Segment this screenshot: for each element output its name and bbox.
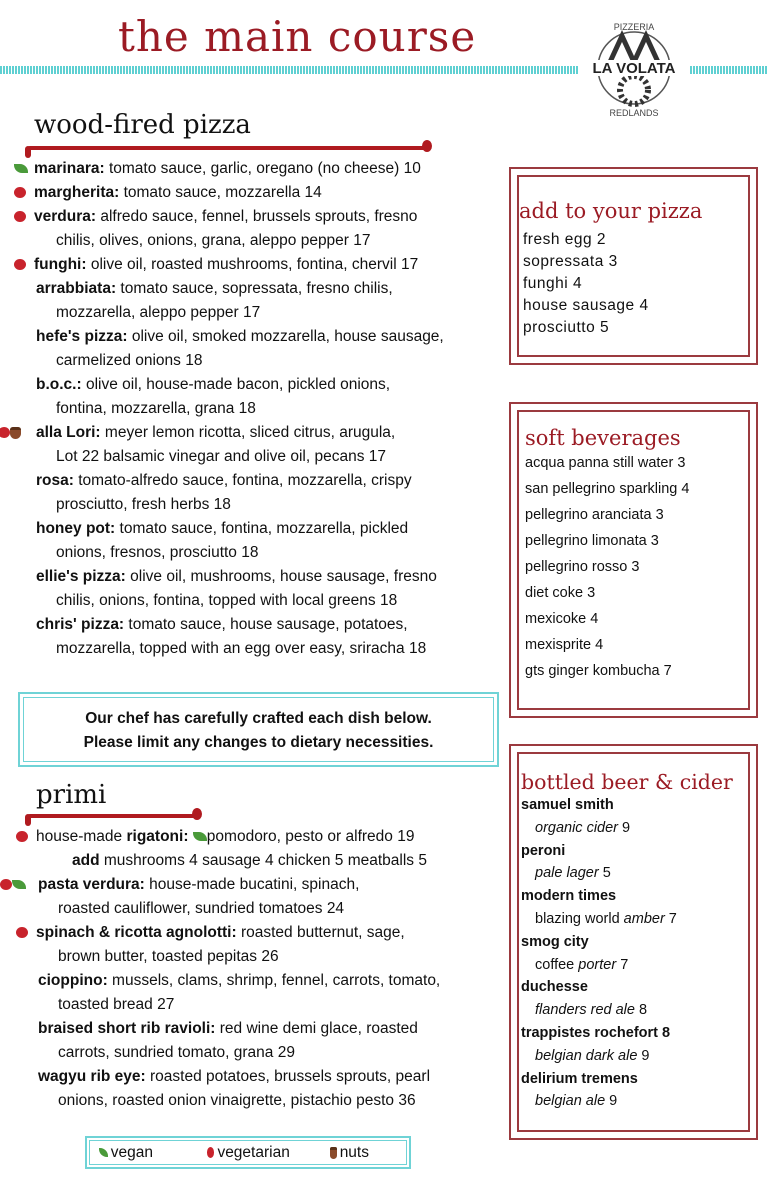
item-description: meyer lemon ricotta, sliced citrus, arugula, [100,424,396,441]
item-description: carmelized onions 18 [56,352,203,369]
pizza-heading: wood-fired pizza [34,110,251,140]
item-name: chris' pizza: [36,616,125,633]
beer-brand: delirium tremens [521,1070,638,1087]
primi-heading: primi [36,780,107,810]
beer-brand: trappistes rochefort 8 [521,1024,671,1041]
menu-item [36,613,444,661]
item-description: toasted bread 27 [58,996,175,1013]
item-name: funghi: [34,256,87,273]
pizza-list [36,157,444,661]
item-description: onions, roasted onion vinaigrette, pistachio pesto 36 [58,1092,416,1109]
item-description: house-made bucatini, spinach, [144,876,360,893]
heading-underline [28,146,428,150]
item-description: tomato-alfredo sauce, fontina, mozzarella, crispy [73,472,412,489]
item-name: ellie's pizza: [36,568,126,585]
item-description: roasted butternut, sage, [236,924,405,941]
item-name: pasta verdura: [38,876,145,893]
vegan-icon [193,832,207,841]
item-description: mussels, clams, shrimp, fennel, carrots, tomato, [107,972,441,989]
svg-text:LA VOLATA: LA VOLATA [592,60,676,77]
list-item: sopressata 3 [523,253,618,270]
beverages-box [517,410,750,710]
beer-style: belgian dark ale 9 [535,1047,650,1064]
list-item: pellegrino limonata 3 [525,533,659,549]
beverages-heading: soft beverages [525,426,681,450]
vegetarian-icon [16,927,28,938]
rigatoni-addons: add mushrooms 4 sausage 4 chicken 5 meatballs 5 [72,852,427,869]
vegetarian-icon [14,211,26,222]
item-description: carrots, sundried tomato, grana 29 [58,1044,295,1061]
vegan-icon [14,164,28,173]
beer-brand: modern times [521,888,617,905]
item-name: b.o.c.: [36,376,82,393]
item-description: olive oil, mushrooms, house sausage, fresno [125,568,437,585]
item-description: chilis, olives, onions, grana, aleppo pepper 17 [56,232,371,249]
menu-item [38,921,440,969]
item-description: fontina, mozzarella, grana 18 [56,400,256,417]
menu-item [36,565,444,613]
item-name: hefe's pizza: [36,328,128,345]
menu-item [36,181,444,205]
vegan-icon [99,1148,108,1157]
item-description: tomato sauce, fontina, mozzarella, pickled [115,520,409,537]
vegetarian-icon [14,259,26,270]
svg-text:PIZZERIA: PIZZERIA [613,22,655,32]
item-description: red wine demi glace, roasted [215,1020,418,1037]
list-item: funghi 4 [523,275,583,292]
menu-item [38,873,440,921]
item-description: olive oil, roasted mushrooms, fontina, chervil 17 [86,256,419,273]
item-name: marinara: [34,160,105,177]
item-name: cioppino: [38,972,108,989]
beer-brand: smog city [521,933,589,950]
menu-item [36,325,444,373]
beer-style: pale lager 5 [535,865,611,882]
item-name: honey pot: [36,520,116,537]
item-name: braised short rib ravioli: [38,1020,216,1037]
chef-note-line: Our chef has carefully crafted each dish below. [85,710,432,727]
vegetarian-icon [207,1147,214,1158]
list-item: fresh egg 2 [523,231,607,248]
beer-box [517,752,750,1132]
la-volata-logo [578,18,690,118]
menu-item [36,469,444,517]
addons-heading: add to your pizza [519,199,703,223]
beer-brand: peroni [521,842,566,859]
beer-style: coffee porter 7 [535,956,629,973]
item-name: margherita: [34,184,120,201]
svg-text:REDLANDS: REDLANDS [609,108,659,118]
chef-note-line: Please limit any changes to dietary necessities. [83,734,434,751]
item-description: onions, fresnos, prosciutto 18 [56,544,259,561]
item-name: alla Lori: [36,424,101,441]
list-item: diet coke 3 [525,585,596,601]
item-description: roasted cauliflower, sundried tomatoes 24 [58,900,345,917]
list-item: mexisprite 4 [525,637,604,653]
addons-box [517,175,750,357]
menu-item [36,157,444,181]
item-description: olive oil, smoked mozzarella, house sausage, [127,328,444,345]
nuts-icon [330,1147,337,1159]
list-item: san pellegrino sparkling 4 [525,481,690,497]
item-name: spinach & ricotta agnolotti: [36,924,237,941]
beer-style: organic cider 9 [535,819,631,836]
item-description: chilis, onions, fontina, topped with local greens 18 [56,592,398,609]
list-item: pellegrino rosso 3 [525,559,640,575]
legend-nuts: nuts [339,1143,369,1161]
item-description: olive oil, house-made bacon, pickled onions, [81,376,391,393]
beer-style: belgian ale 9 [535,1093,618,1110]
legend-vegan: vegan [110,1143,153,1161]
heading-underline [28,814,198,818]
item-name: verdura: [34,208,97,225]
legend-vegetarian: vegetarian [217,1143,290,1161]
vegetarian-icon [0,879,12,890]
item-description: tomato sauce, sopressata, fresno chilis, [116,280,393,297]
item-description: Lot 22 balsamic vinegar and olive oil, pecans 17 [56,448,387,465]
vegetarian-icon [16,831,28,842]
page-title: the main course [118,12,477,61]
chef-note [18,692,499,767]
menu-item-rigatoni: house-made rigatoni: pomodoro, pesto or alfredo 19 [38,825,440,849]
primi-list [38,825,440,1113]
nuts-icon [10,427,21,439]
beer-brand: samuel smith [521,797,614,813]
item-name: rosa: [36,472,74,489]
list-item: prosciutto 5 [523,319,610,336]
menu-item [36,421,444,469]
beer-heading: bottled beer & cider [521,770,733,794]
vegan-icon [12,880,26,889]
item-description: mozzarella, aleppo pepper 17 [56,304,261,321]
vegetarian-icon [14,187,26,198]
list-item: house sausage 4 [523,297,649,314]
menu-item [36,277,444,325]
list-item: acqua panna still water 3 [525,455,686,471]
vegetarian-icon [0,427,10,438]
item-name: arrabbiata: [36,280,117,297]
list-item: pellegrino aranciata 3 [525,507,664,523]
item-description: brown butter, toasted pepitas 26 [58,948,279,965]
beer-style: flanders red ale 8 [535,1002,648,1019]
item-name: wagyu rib eye: [38,1068,146,1085]
menu-item [38,969,440,1017]
item-description: tomato sauce, mozzarella 14 [119,184,322,201]
beer-style: blazing world amber 7 [535,910,677,927]
menu-item [36,373,444,421]
item-description: prosciutto, fresh herbs 18 [56,496,231,513]
list-item: mexicoke 4 [525,611,599,627]
dietary-legend [85,1136,411,1169]
menu-item [38,1065,440,1113]
list-item: gts ginger kombucha 7 [525,663,672,679]
item-description: roasted potatoes, brussels sprouts, pearl [145,1068,431,1085]
menu-item [36,205,444,253]
item-description: tomato sauce, garlic, oregano (no cheese) 10 [104,160,421,177]
beer-brand: duchesse [521,979,588,996]
item-description: tomato sauce, house sausage, potatoes, [124,616,408,633]
item-description: mozzarella, topped with an egg over easy, sriracha 18 [56,640,427,657]
menu-item [36,517,444,565]
menu-item [38,1017,440,1065]
menu-item [36,253,444,277]
item-description: alfredo sauce, fennel, brussels sprouts, fresno [96,208,418,225]
